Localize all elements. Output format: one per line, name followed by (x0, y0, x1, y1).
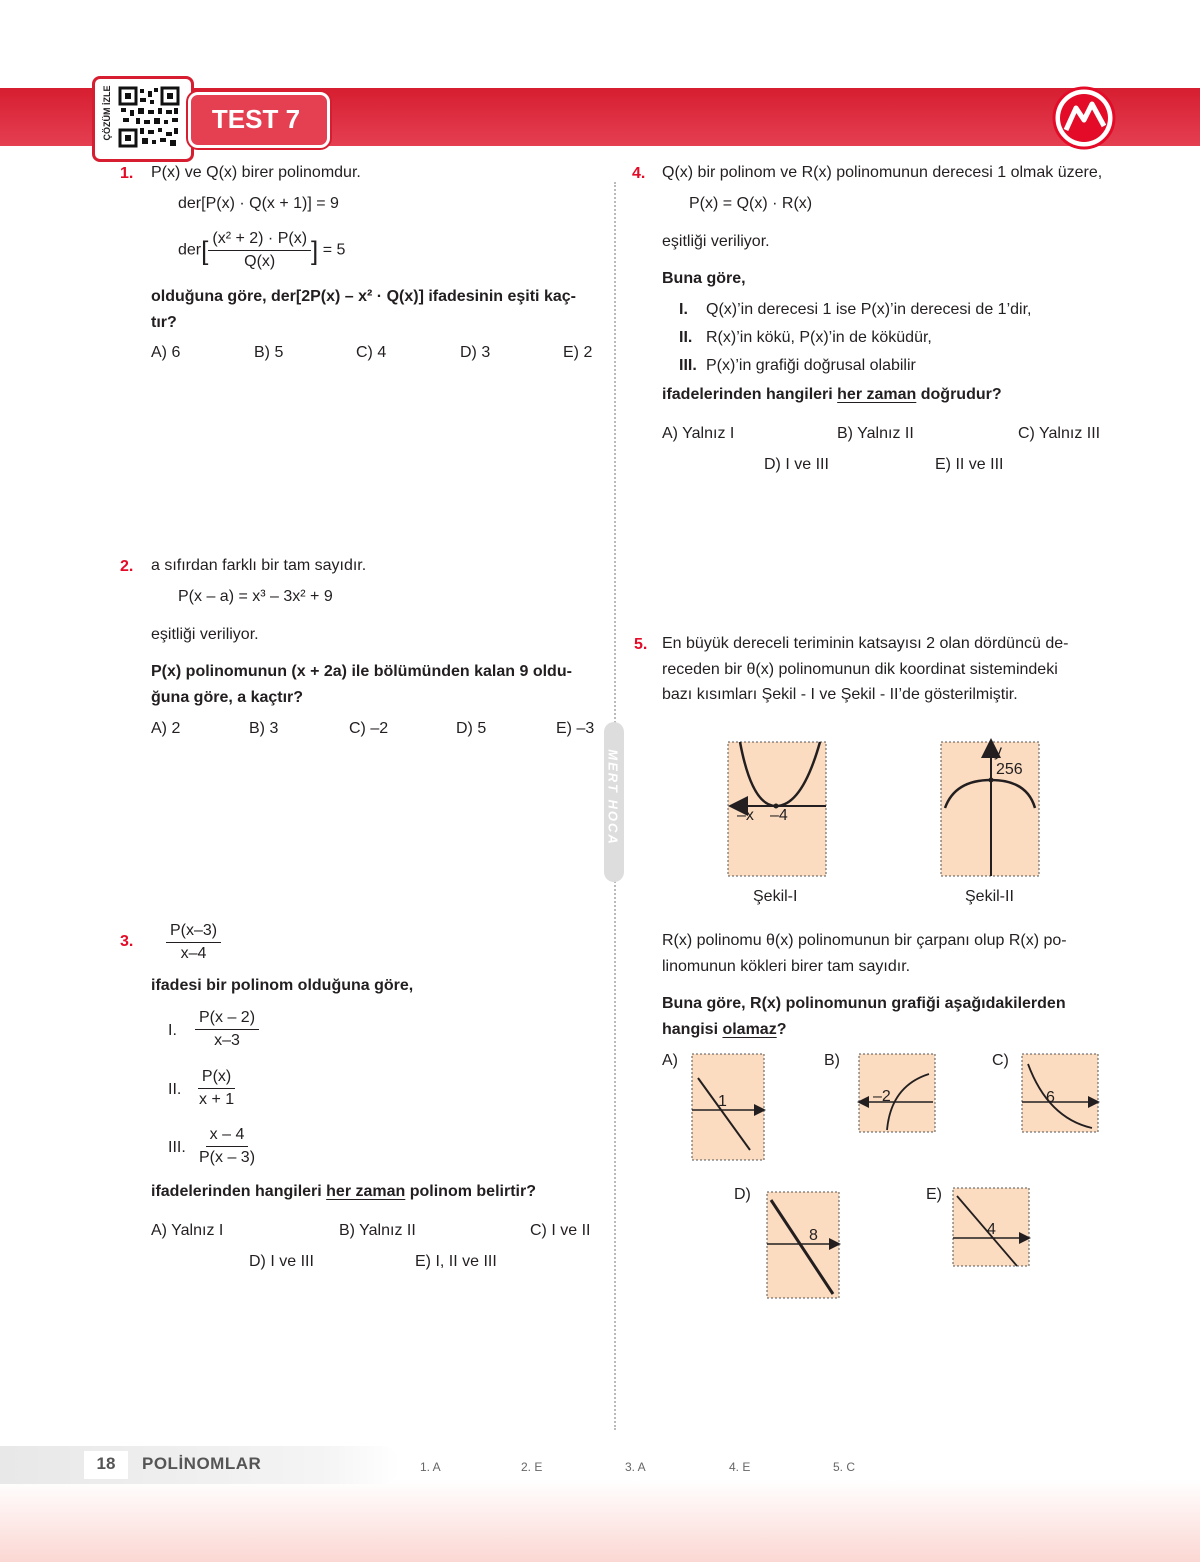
q5-option-c-value: 6 (1046, 1089, 1055, 1106)
q3-item-3-roman: III. (168, 1139, 186, 1156)
q2-question-line2: ğuna göre, a kaçtır? (151, 689, 304, 706)
q2-intro: a sıfırdan farklı bir tam sayıdır. (151, 557, 367, 574)
q2-option-c[interactable]: C) –2 (349, 720, 389, 737)
q1-eq2: der[ $\frac{\text{(x² + 2) · P(x)}}{Q(x)}$ ] = 5 (178, 228, 345, 273)
q4-item-2-roman: II. (679, 329, 693, 346)
q4-question-pre: ifadelerinden hangileri (662, 386, 838, 403)
q3-item-3-den: P(x – 3) (199, 1149, 256, 1166)
q4-intro: Q(x) bir polinom ve R(x) polinomunun derecesi 1 olmak üzere, (662, 164, 1103, 181)
q1-option-b[interactable]: B) 5 (254, 344, 284, 361)
q4-number: 4. (632, 165, 646, 182)
q4-question-post: doğrudur? (916, 386, 1002, 403)
q5-option-a-label[interactable]: A) (662, 1052, 678, 1069)
q1-eq2-den: Q(x) (244, 253, 276, 270)
q3-item-2-num: P(x) (198, 1066, 235, 1089)
q1-option-a[interactable]: A) 6 (151, 344, 181, 361)
q4-item-3-roman: III. (679, 357, 697, 374)
q3-expression (166, 920, 221, 965)
side-watermark-text: MERT HOCA (605, 749, 621, 846)
q1-option-c[interactable]: C) 4 (356, 344, 387, 361)
q5-intro-line3: bazı kısımları Şekil - I ve Şekil - II’de gösterilmiştir. (662, 686, 1018, 703)
q3-item-2-roman: II. (168, 1081, 182, 1098)
q3-lead: ifadesi bir polinom olduğuna göre, (151, 977, 414, 994)
figure-2-graph (935, 738, 1045, 880)
q3-option-d[interactable]: D) I ve III (249, 1253, 314, 1270)
q2-option-d[interactable]: D) 5 (456, 720, 487, 737)
q2-option-a[interactable]: A) 2 (151, 720, 181, 737)
q2-question-line1: P(x) polinomunun (x + 2a) ile bölümünden kalan 9 oldu- (151, 663, 572, 680)
q5-question-pre: hangisi (662, 1021, 723, 1038)
q1-eq1: der[P(x) · Q(x + 1)] = 9 (178, 195, 339, 212)
q4-option-d[interactable]: D) I ve III (764, 456, 829, 473)
q5-text-line1: R(x) polinomu θ(x) polinomunun bir çarpanı olup R(x) po- (662, 932, 1067, 949)
q3-item-1-den: x–3 (214, 1032, 240, 1049)
q4-option-b[interactable]: B) Yalnız II (837, 425, 914, 442)
q1-intro: P(x) ve Q(x) birer polinomdur. (151, 164, 361, 181)
q1-eq2-suffix: = 5 (322, 241, 346, 259)
q5-option-e-value: 4 (987, 1221, 996, 1238)
q4-option-e[interactable]: E) II ve III (935, 456, 1004, 473)
answer-key-4: 4. E (729, 1460, 751, 1474)
q4-option-a[interactable]: A) Yalnız I (662, 425, 735, 442)
q5-option-b-graph[interactable] (857, 1052, 937, 1134)
q1-number: 1. (120, 165, 134, 182)
q5-question-line2 (662, 1017, 786, 1043)
q3-question-underlined: her zaman (326, 1183, 406, 1200)
q5-option-d-label[interactable]: D) (734, 1186, 751, 1203)
page-number: 18 (96, 1454, 116, 1473)
q5-option-a-value: 1 (718, 1093, 727, 1110)
q3-item-1 (195, 1007, 259, 1052)
q2-number: 2. (120, 558, 134, 575)
q4-item-1-roman: I. (679, 301, 688, 318)
q5-question-post: ? (776, 1021, 787, 1038)
q2-option-e[interactable]: E) –3 (556, 720, 595, 737)
q3-option-b[interactable]: B) Yalnız II (339, 1222, 416, 1239)
q4-item-2-text: R(x)’in kökü, P(x)’in de köküdür, (706, 329, 932, 346)
q5-question-line1: Buna göre, R(x) polinomunun grafiği aşağıdakilerden (662, 995, 1066, 1012)
q5-option-a-graph[interactable] (690, 1052, 766, 1162)
publisher-logo-icon (1052, 86, 1116, 150)
q3-option-c[interactable]: C) I ve II (530, 1222, 591, 1239)
q1-question-line2: tır? (151, 314, 177, 331)
q5-option-c-graph[interactable] (1020, 1052, 1100, 1134)
q5-number: 5. (634, 636, 648, 653)
figure-2-caption: Şekil-II (965, 888, 1014, 905)
figure-2-value: 256 (996, 761, 1023, 778)
figure-1-xlabel: –x (737, 807, 754, 824)
q4-item-3-text: P(x)’in grafiği doğrusal olabilir (706, 357, 916, 374)
q3-expr-den: x–4 (180, 945, 207, 962)
q3-item-3 (195, 1124, 259, 1169)
test-title: TEST 7 (211, 104, 301, 134)
q1-option-d[interactable]: D) 3 (460, 344, 491, 361)
answer-key-1: 1. A (420, 1460, 441, 1474)
q3-item-2-den: x + 1 (199, 1091, 235, 1108)
q3-item-1-num: P(x – 2) (195, 1007, 259, 1030)
q1-option-e[interactable]: E) 2 (563, 344, 593, 361)
q3-item-1-roman: I. (168, 1022, 177, 1039)
q4-lead: Buna göre, (662, 270, 746, 287)
q4-question (662, 382, 1002, 408)
q5-intro-line2: receden bir θ(x) polinomunun dik koordinat sistemindeki (662, 661, 1058, 678)
q4-option-c[interactable]: C) Yalnız III (1018, 425, 1101, 442)
figure-1-caption: Şekil-I (753, 888, 798, 905)
q3-question (151, 1179, 536, 1205)
figure-1-root: –4 (770, 807, 788, 824)
q3-number: 3. (120, 933, 134, 950)
q4-eq: P(x) = Q(x) · R(x) (689, 195, 813, 212)
q1-question-line1: olduğuna göre, der[2P(x) – x² · Q(x)] ifadesinin eşiti kaç- (151, 288, 576, 305)
q5-option-e-label[interactable]: E) (926, 1186, 942, 1203)
q3-item-3-num: x – 4 (206, 1124, 249, 1147)
q2-eq: P(x – a) = x³ – 3x² + 9 (178, 588, 333, 605)
q1-eq2-fraction (208, 228, 311, 273)
q5-intro-line1: En büyük dereceli teriminin katsayısı 2 olan dördüncü de- (662, 635, 1069, 652)
q3-option-e[interactable]: E) I, II ve III (415, 1253, 497, 1270)
q2-given: eşitliği veriliyor. (151, 626, 259, 643)
q4-item-1-text: Q(x)’in derecesi 1 ise P(x)’in derecesi de 1’dir, (706, 301, 1032, 318)
section-title: POLİNOMLAR (142, 1454, 262, 1473)
q3-option-a[interactable]: A) Yalnız I (151, 1222, 224, 1239)
q3-question-post: polinom belirtir? (405, 1183, 536, 1200)
q3-expr-num: P(x–3) (166, 920, 221, 943)
q2-option-b[interactable]: B) 3 (249, 720, 279, 737)
q5-option-c-label[interactable]: C) (992, 1052, 1009, 1069)
qr-code-icon[interactable] (118, 86, 180, 148)
q3-question-pre: ifadelerinden hangileri (151, 1183, 327, 1200)
q5-option-b-label[interactable]: B) (824, 1052, 840, 1069)
q1-eq2-prefix: der (178, 241, 202, 259)
q5-question-underlined: olamaz (722, 1021, 777, 1038)
q3-item-2 (195, 1066, 238, 1111)
answer-key-3: 3. A (625, 1460, 646, 1474)
q4-given: eşitliği veriliyor. (662, 233, 770, 250)
footer-gradient (0, 1480, 1200, 1562)
q5-option-d-value: 8 (809, 1227, 818, 1244)
qr-label: ÇÖZÜM İZLE (102, 85, 112, 141)
q4-question-underlined: her zaman (837, 386, 917, 403)
q5-text-line2: linomunun kökleri birer tam sayıdır. (662, 958, 911, 975)
q5-option-b-value: –2 (873, 1088, 891, 1105)
answer-key-5: 5. C (833, 1460, 856, 1474)
q1-eq2-num: (x² + 2) · P(x) (208, 228, 311, 251)
answer-key-2: 2. E (521, 1460, 543, 1474)
figure-2-ylabel: y (994, 743, 1002, 760)
q5-option-d-graph[interactable] (765, 1190, 841, 1300)
